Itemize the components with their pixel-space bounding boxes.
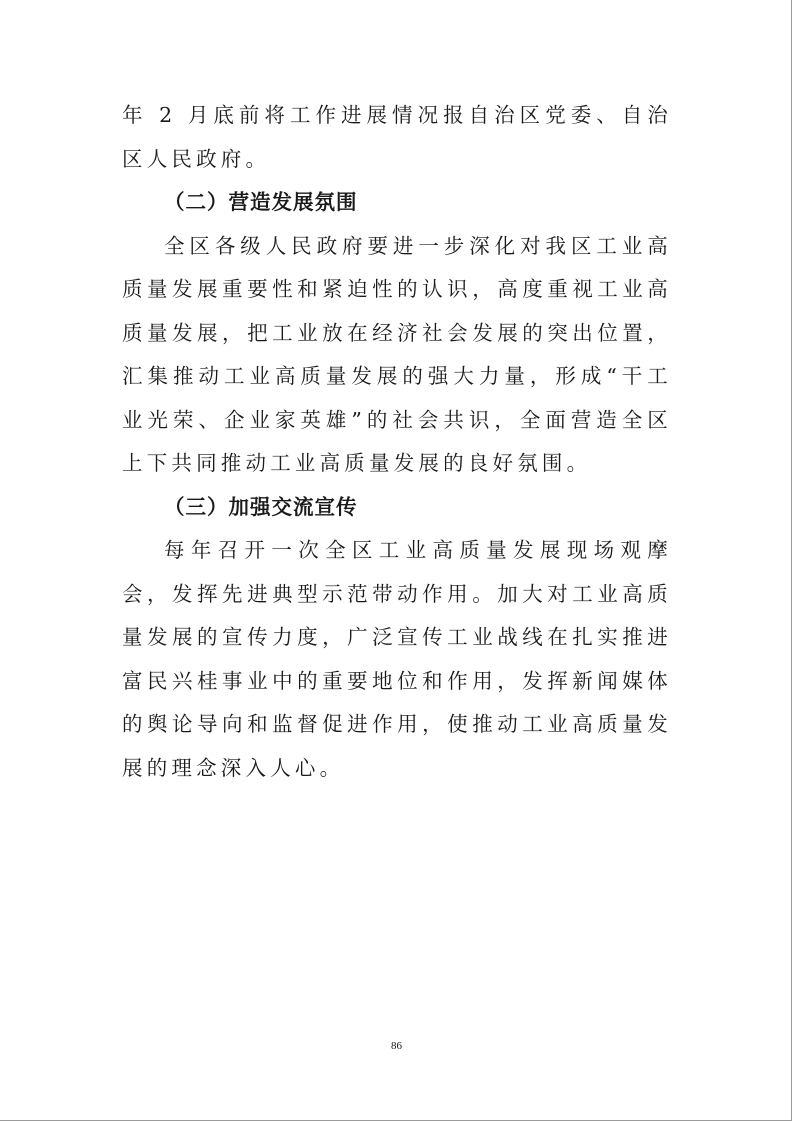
paragraph-continuation: 年 2 月底前将工作进展情况报自治区党委、自治区人民政府。 [122,103,672,171]
section-heading-3: （三）加强交流宣传 [164,494,358,519]
page-number: 86 [391,1040,402,1052]
paragraph-atmosphere: 全区各级人民政府要进一步深化对我区工业高质量发展重要性和紧迫性的认识，高度重视工业高质量发展，把工业放在经济社会发展的突出位置，汇集推动工业高质量发展的强大力量，形成“干工业光荣、企业家英雄”的社会共识，全面营造全区上下共同推动工业高质量发展的良好氛围。 [122,233,672,475]
paragraph-publicity: 每年召开一次全区工业高质量发展现场观摩会，发挥先进典型示范带动作用。加大对工业高质量发展的宣传力度，广泛宣传工业战线在扎实推进富民兴桂事业中的重要地位和作用，发挥新闻媒体的舆论导向和监督促进作用，使推动工业高质量发展的理念深入人心。 [122,538,672,780]
document-body [122,94,672,790]
section-heading-2: （二）营造发展氛围 [164,190,358,214]
